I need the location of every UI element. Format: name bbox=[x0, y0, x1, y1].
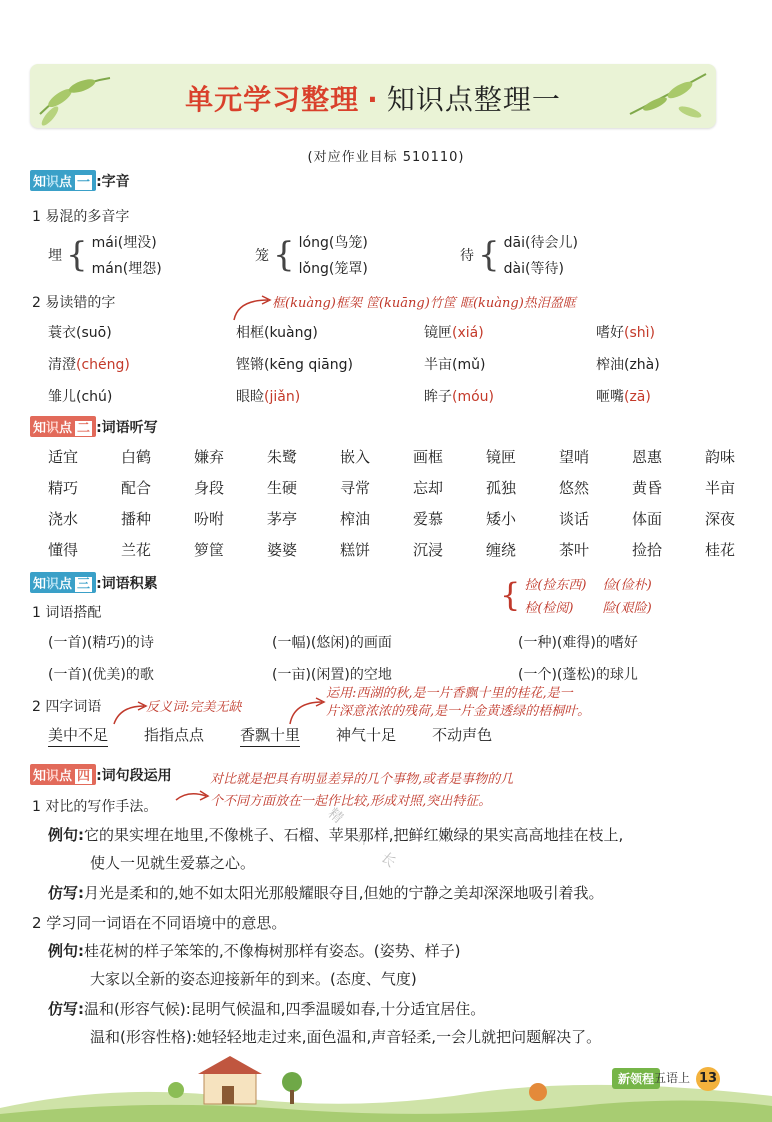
dictation-word: 画框 bbox=[413, 448, 444, 466]
handwritten-note: 运用:西湖的秋,是一片香飘十里的桂花,是一 bbox=[326, 686, 573, 701]
list-item bbox=[236, 322, 424, 342]
dictation-word: 嵌入 bbox=[340, 448, 371, 466]
imitation1 bbox=[48, 882, 604, 903]
pinyin: (suō) bbox=[76, 325, 112, 341]
list-item bbox=[48, 386, 236, 406]
dictation-word: 缠绕 bbox=[486, 541, 517, 559]
dictation-word: 沉浸 bbox=[413, 541, 444, 559]
imitation-text: 温和(形容气候):昆明气候温和,四季温暖如春,十分适宜居住。 bbox=[84, 1000, 486, 1018]
dictation-word: 爱慕 bbox=[413, 510, 444, 528]
example-text: 桂花树的样子笨笨的,不像梅树那样有姿态。(姿势、样子) bbox=[84, 942, 461, 960]
pinyin: (mǔ) bbox=[452, 357, 486, 373]
list-item: (一首)(精巧)的诗 bbox=[48, 635, 154, 651]
section2-title: :词语听写 bbox=[96, 419, 158, 436]
imitation2-cont: 温和(形容性格):她轻轻地走过来,面色温和,声音轻柔,一会儿就把问题解决了。 bbox=[90, 1028, 602, 1046]
dictation-word: 谈话 bbox=[559, 510, 590, 528]
handwritten-note-group bbox=[500, 574, 652, 616]
tag-num: 二 bbox=[74, 420, 93, 437]
handwritten-note: 对比就是把具有明显差异的几个事物,或者是事物的几 bbox=[210, 772, 514, 787]
list-item: 神气十足 bbox=[336, 726, 397, 744]
misread-list bbox=[48, 322, 746, 406]
tag-char: 知 bbox=[33, 577, 47, 592]
polyphone-group bbox=[255, 232, 368, 278]
word: 眸子 bbox=[424, 389, 452, 405]
item1-title: 1 易混的多音字 bbox=[32, 209, 130, 225]
list-item: 美中不足 bbox=[48, 724, 108, 747]
tag-char: 识 bbox=[46, 577, 60, 592]
imitation2 bbox=[48, 998, 485, 1019]
arrow-icon bbox=[228, 294, 274, 322]
tag-char: 知 bbox=[33, 175, 47, 190]
section3-title: :词语积累 bbox=[96, 575, 158, 592]
tag-char: 识 bbox=[46, 175, 60, 190]
tag-char: 识 bbox=[46, 421, 60, 436]
list-item bbox=[596, 386, 746, 406]
poly-reading: dài(等待) bbox=[503, 261, 564, 277]
section4-tag bbox=[30, 764, 96, 785]
list-item bbox=[236, 354, 424, 374]
dictation-word: 镜匣 bbox=[486, 448, 517, 466]
list-item bbox=[424, 386, 596, 406]
brace-icon: { bbox=[500, 576, 521, 614]
example-text: 它的果实埋在地里,不像桃子、石榴、苹果那样,把鲜红嫩绿的果实高高地挂在枝上, bbox=[84, 826, 624, 844]
dictation-word: 配合 bbox=[121, 479, 152, 497]
dictation-word: 捡拾 bbox=[632, 541, 663, 559]
dictation-word: 榨油 bbox=[340, 510, 371, 528]
dictation-word: 矮小 bbox=[486, 510, 517, 528]
example2 bbox=[48, 940, 460, 961]
section1-heading bbox=[30, 170, 130, 191]
handwritten-note: 检(检阅) bbox=[524, 601, 574, 616]
list-item: 不动声色 bbox=[432, 726, 493, 744]
item2-title: 2 易读错的字 bbox=[32, 295, 116, 311]
brace-icon: { bbox=[273, 235, 295, 275]
page-title bbox=[30, 78, 716, 118]
pinyin: (xiá) bbox=[452, 325, 484, 341]
dictation-word: 茶叶 bbox=[559, 541, 590, 559]
section4-heading bbox=[30, 764, 172, 785]
pinyin: (móu) bbox=[452, 389, 494, 405]
title-black: 知识点整理一 bbox=[386, 83, 561, 116]
list-item bbox=[48, 354, 236, 374]
dictation-word: 韵味 bbox=[705, 448, 736, 466]
section3-heading bbox=[30, 572, 158, 593]
tag-char: 点 bbox=[59, 175, 73, 190]
list-item: (一首)(优美)的歌 bbox=[48, 667, 154, 683]
dictation-word: 箩筐 bbox=[194, 541, 225, 559]
idiom-list bbox=[48, 724, 492, 747]
collocation-list bbox=[48, 632, 718, 684]
tag-num: 三 bbox=[74, 576, 93, 593]
word: 嗜好 bbox=[596, 325, 624, 341]
dictation-word: 兰花 bbox=[121, 541, 152, 559]
imitation-label: 仿写: bbox=[48, 884, 84, 902]
list-item bbox=[48, 322, 236, 342]
item2-title: 2 学习同一词语在不同语境中的意思。 bbox=[32, 914, 287, 932]
word: 雏儿 bbox=[48, 389, 76, 405]
arrow-icon bbox=[174, 786, 212, 806]
tag-char: 点 bbox=[59, 421, 73, 436]
section3-tag bbox=[30, 572, 96, 593]
pinyin: (kēng qiāng) bbox=[264, 357, 353, 373]
poly-reading: lǒng(笼罩) bbox=[298, 261, 368, 277]
dictation-word: 忘却 bbox=[413, 479, 444, 497]
dictation-word: 嫌弃 bbox=[194, 448, 225, 466]
tag-char: 点 bbox=[59, 769, 73, 784]
poly-reading: lóng(鸟笼) bbox=[298, 235, 368, 251]
example-label: 例句: bbox=[48, 942, 84, 960]
list-item bbox=[236, 386, 424, 406]
grade-label: 五语上 bbox=[653, 1071, 690, 1085]
dictation-word: 悠然 bbox=[559, 479, 590, 497]
poly-reading: mái(埋没) bbox=[91, 235, 157, 251]
pinyin: (chéng) bbox=[76, 357, 130, 373]
handwritten-note: 反义词:完美无缺 bbox=[146, 700, 242, 715]
dictation-word: 播种 bbox=[121, 510, 152, 528]
section1-tag bbox=[30, 170, 96, 191]
poly-char: 笼 bbox=[255, 248, 269, 264]
title-dot: · bbox=[367, 83, 379, 116]
list-item bbox=[424, 322, 596, 342]
list-item: 香飘十里 bbox=[240, 724, 300, 747]
dictation-word: 寻常 bbox=[340, 479, 371, 497]
dictation-word: 身段 bbox=[194, 479, 225, 497]
dictation-word: 半亩 bbox=[705, 479, 736, 497]
handwritten-note: 险(艰险) bbox=[602, 601, 652, 616]
brace-icon: { bbox=[66, 235, 88, 275]
dictation-word: 适宜 bbox=[48, 448, 79, 466]
tag-char: 知 bbox=[33, 421, 47, 436]
arrow-icon bbox=[284, 696, 328, 726]
list-item bbox=[596, 354, 746, 374]
word: 榨油 bbox=[596, 357, 624, 373]
dictation-word: 朱鹭 bbox=[267, 448, 298, 466]
item2-title: 2 四字词语 bbox=[32, 699, 102, 715]
word: 半亩 bbox=[424, 357, 452, 373]
handwritten-note: 个不同方面放在一起作比较,形成对照,突出特征。 bbox=[210, 794, 492, 809]
example1-cont: 使人一见就生爱慕之心。 bbox=[90, 854, 256, 872]
dictation-word: 黄昏 bbox=[632, 479, 663, 497]
word: 咂嘴 bbox=[596, 389, 624, 405]
list-item bbox=[424, 354, 596, 374]
polyphone-group bbox=[48, 232, 162, 278]
subtitle: (对应作业目标 510110) bbox=[307, 150, 465, 165]
list-item: (一个)(蓬松)的球儿 bbox=[518, 667, 638, 683]
word: 眼睑 bbox=[236, 389, 264, 405]
dictation-word: 深夜 bbox=[705, 510, 736, 528]
dictation-word: 浇水 bbox=[48, 510, 79, 528]
item1-title: 1 对比的写作手法。 bbox=[32, 799, 158, 815]
pinyin: (shì) bbox=[624, 325, 655, 341]
poly-reading: dāi(待会儿) bbox=[503, 235, 578, 251]
poly-char: 埋 bbox=[48, 248, 62, 264]
section2-heading bbox=[30, 416, 158, 437]
section1-title: :字音 bbox=[96, 173, 130, 190]
list-item: 指指点点 bbox=[144, 726, 205, 744]
section2-tag bbox=[30, 416, 96, 437]
handwritten-note: 片深意浓浓的残荷,是一片金黄透绿的梧桐叶。 bbox=[326, 704, 591, 719]
dictation-word: 白鹤 bbox=[121, 448, 152, 466]
dictation-word: 糕饼 bbox=[340, 541, 371, 559]
poly-char: 待 bbox=[460, 248, 474, 264]
poly-reading: mán(埋怨) bbox=[91, 261, 162, 277]
title-red: 单元学习整理 bbox=[185, 83, 360, 116]
dictation-word: 桂花 bbox=[705, 541, 736, 559]
imitation-label: 仿写: bbox=[48, 1000, 84, 1018]
example-label: 例句: bbox=[48, 826, 84, 844]
tag-num: 四 bbox=[74, 768, 93, 785]
list-item: (一种)(难得)的嗜好 bbox=[518, 635, 638, 651]
list-item: (一幅)(悠闲)的画面 bbox=[272, 635, 392, 651]
dictation-word: 生硬 bbox=[267, 479, 298, 497]
arrow-icon bbox=[110, 700, 150, 726]
dictation-word: 吩咐 bbox=[194, 510, 225, 528]
dictation-word: 恩惠 bbox=[632, 448, 663, 466]
item1-title: 1 词语搭配 bbox=[32, 605, 102, 621]
pinyin: (jiǎn) bbox=[264, 389, 301, 405]
watermark: 精 东 长 bbox=[324, 805, 405, 877]
dictation-grid bbox=[48, 446, 772, 560]
dictation-word: 体面 bbox=[632, 510, 663, 528]
section4-title: :词句段运用 bbox=[96, 767, 172, 784]
list-item: (一亩)(闲置)的空地 bbox=[272, 667, 392, 683]
dictation-word: 精巧 bbox=[48, 479, 79, 497]
dictation-word: 懂得 bbox=[48, 541, 79, 559]
example2-cont: 大家以全新的姿态迎接新年的到来。(态度、气度) bbox=[90, 970, 417, 988]
tag-char: 知 bbox=[33, 769, 47, 784]
pinyin: (kuàng) bbox=[264, 325, 318, 341]
brace-icon: { bbox=[478, 235, 500, 275]
pinyin: (chú) bbox=[76, 389, 113, 405]
tag-char: 识 bbox=[46, 769, 60, 784]
polyphone-group bbox=[460, 232, 578, 278]
word: 蓑衣 bbox=[48, 325, 76, 341]
handwritten-note: 捡(捡东西) bbox=[524, 578, 587, 593]
pinyin: (zā) bbox=[624, 389, 651, 405]
dictation-word: 望哨 bbox=[559, 448, 590, 466]
word: 清澄 bbox=[48, 357, 76, 373]
handwritten-note: 俭(俭朴) bbox=[602, 578, 652, 593]
word: 铿锵 bbox=[236, 357, 264, 373]
dictation-word: 茅亭 bbox=[267, 510, 298, 528]
imitation-text: 月光是柔和的,她不如太阳光那般耀眼夺目,但她的宁静之美却深深地吸引着我。 bbox=[84, 884, 604, 902]
dictation-word: 婆婆 bbox=[267, 541, 298, 559]
handwritten-note: 框(kuàng)框架 筐(kuāng)竹筐 眶(kuàng)热泪盈眶 bbox=[272, 296, 576, 311]
title-banner bbox=[30, 64, 716, 128]
brand-badge: 新领程 bbox=[612, 1068, 660, 1089]
word: 相框 bbox=[236, 325, 264, 341]
page-number: 13 bbox=[696, 1067, 720, 1091]
tag-num: 一 bbox=[74, 174, 93, 191]
tag-char: 点 bbox=[59, 577, 73, 592]
pinyin: (zhà) bbox=[624, 357, 660, 373]
dictation-word: 孤独 bbox=[486, 479, 517, 497]
list-item bbox=[596, 322, 746, 342]
word: 镜匣 bbox=[424, 325, 452, 341]
